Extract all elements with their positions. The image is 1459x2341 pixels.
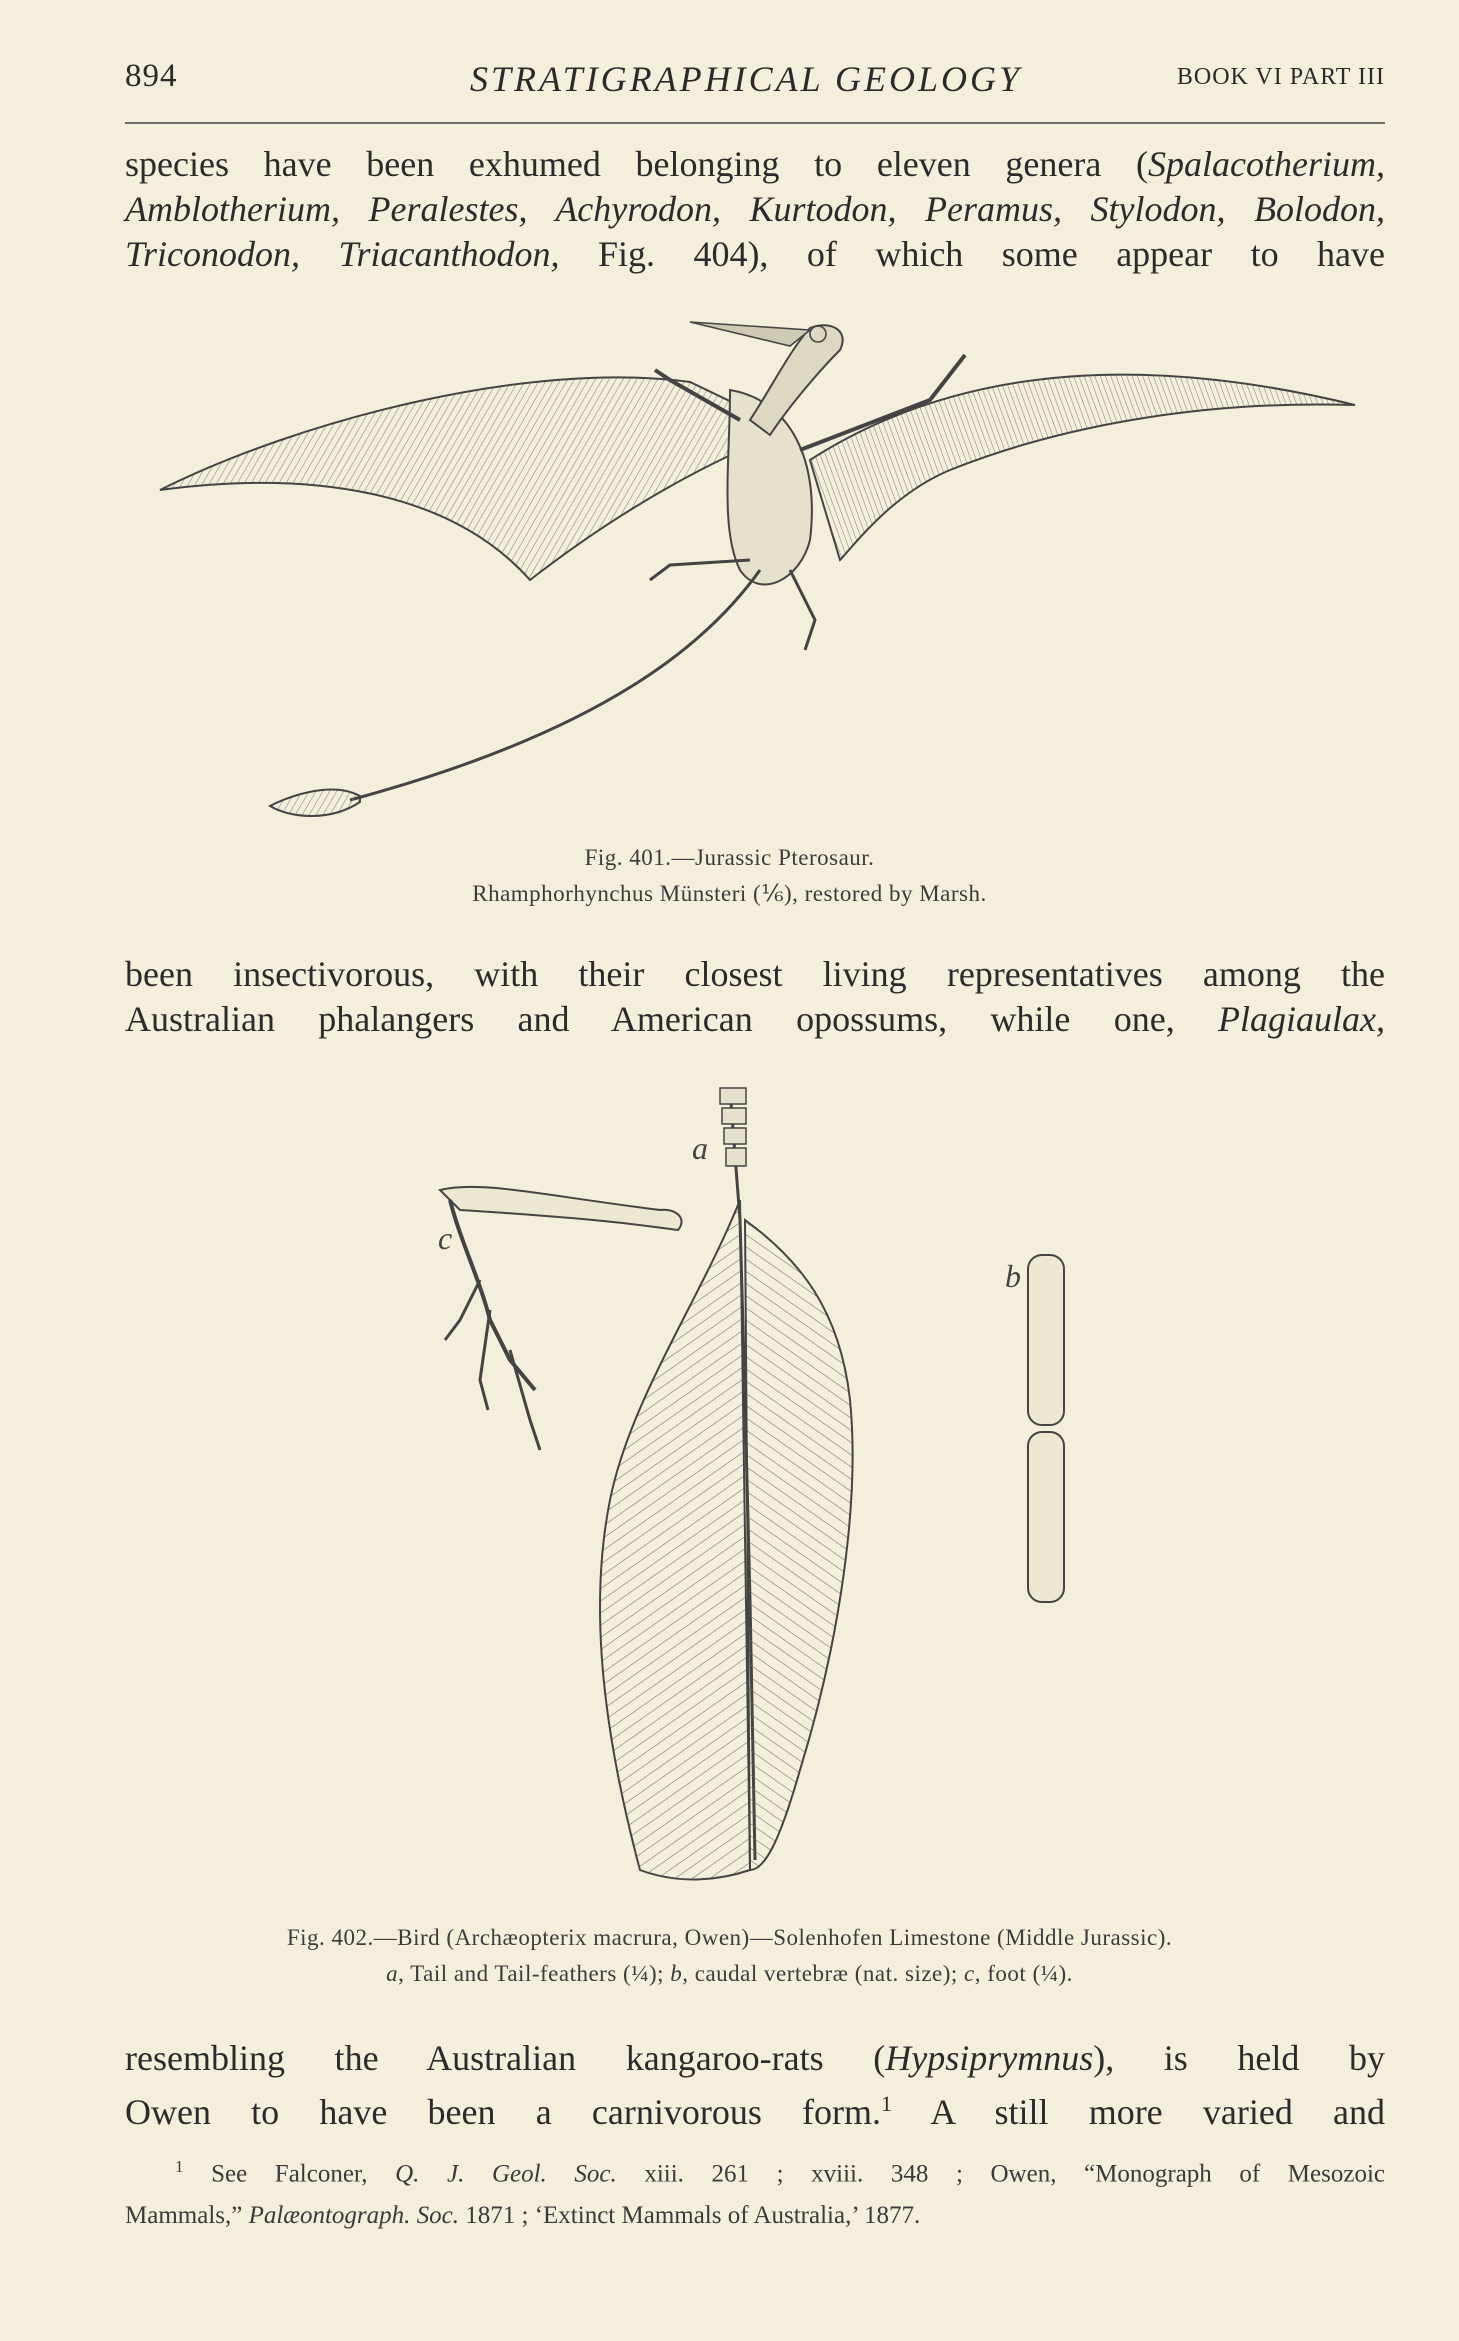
vertebrae-drawing bbox=[1028, 1255, 1064, 1602]
text-run: See Falconer, bbox=[183, 2160, 396, 2188]
figure-402-caption-line-2 bbox=[0, 1956, 1459, 1992]
journal-title: Palæontograph. Soc. bbox=[248, 2202, 460, 2230]
text-run: Fig. 404), of which some appear to have bbox=[559, 234, 1385, 274]
paragraph-2 bbox=[125, 952, 1385, 1042]
genus-name: Plagiaulax, bbox=[1218, 999, 1385, 1039]
text-run: Mammals,” bbox=[125, 2202, 249, 2230]
paragraph-1-line-2 bbox=[125, 187, 1385, 232]
genus-name: Hypsiprymnus bbox=[885, 2038, 1094, 2078]
text-run: ), is held by bbox=[1093, 2038, 1385, 2078]
footnote-line-1 bbox=[125, 2146, 1385, 2195]
paragraph-3-line-2 bbox=[125, 2081, 1385, 2135]
figure-label-b: b bbox=[1005, 1258, 1021, 1294]
text-run: Australian phalangers and American opossums, while one, bbox=[125, 999, 1219, 1039]
paragraph-3 bbox=[125, 2036, 1385, 2135]
text-run: A still more varied and bbox=[892, 2092, 1385, 2132]
genus-list: Amblotherium, Peralestes, Achyrodon, Kurtodon, Peramus, Stylodon, Bolodon, bbox=[125, 189, 1385, 229]
footnote-marker[interactable]: 1 bbox=[881, 2091, 893, 2116]
figure-label-a: a bbox=[692, 1130, 708, 1166]
footnote bbox=[125, 2146, 1385, 2237]
header-rule bbox=[125, 122, 1385, 124]
figure-401-caption bbox=[0, 840, 1459, 912]
pterosaur-engraving bbox=[150, 310, 1370, 830]
paragraph-2-line-1: been insectivorous, with their closest living representatives among the bbox=[125, 954, 1385, 994]
figure-402-caption-line-1: Fig. 402.—Bird (Archæopterix macrura, Owen)—Solenhofen Limestone (Middle Jurassic). bbox=[286, 1925, 1173, 1950]
figure-label-c: c bbox=[438, 1220, 453, 1256]
figure-401-caption-line-2: Rhamphorhynchus Münsteri (⅙), restored by Marsh. bbox=[472, 881, 987, 906]
text-run: resembling the Australian kangaroo-rats ( bbox=[125, 2038, 886, 2078]
figure-401-pterosaur bbox=[150, 310, 1370, 830]
paragraph-2-line-2 bbox=[125, 997, 1385, 1042]
archaeopteryx-engraving bbox=[420, 1080, 1140, 1900]
label-letter: b bbox=[670, 1961, 683, 1986]
figure-402-caption bbox=[0, 1920, 1459, 1992]
running-title: STRATIGRAPHICAL GEOLOGY bbox=[470, 59, 1023, 99]
text-run: , Tail and Tail-feathers (¼); bbox=[398, 1961, 671, 1986]
book-part-label: BOOK VI PART III bbox=[1176, 64, 1385, 90]
genus-name: Triconodon, Triacanthodon, bbox=[125, 234, 560, 274]
footnote-line-2 bbox=[125, 2195, 1385, 2237]
paragraph-1-line-1 bbox=[125, 142, 1385, 187]
figure-402-archaeopteryx bbox=[420, 1080, 1140, 1900]
text-run: 1871 ; ‘Extinct Mammals of Australia,’ 1877. bbox=[459, 2202, 921, 2230]
text-run: , foot (¼). bbox=[974, 1961, 1073, 1986]
genus-name: Spalacotherium, bbox=[1148, 144, 1385, 184]
footnote-number: 1 bbox=[175, 2157, 184, 2176]
journal-title: Q. J. Geol. Soc. bbox=[395, 2160, 617, 2188]
paragraph-1-line-3 bbox=[125, 232, 1385, 277]
label-letter: c bbox=[964, 1961, 975, 1986]
label-letter: a bbox=[386, 1961, 399, 1986]
text-run: Owen to have been a carnivorous form. bbox=[125, 2092, 882, 2132]
paragraph-1 bbox=[125, 142, 1385, 277]
paragraph-3-line-1 bbox=[125, 2036, 1385, 2081]
running-header bbox=[125, 58, 1385, 108]
text-run: species have been exhumed belonging to eleven genera ( bbox=[125, 144, 1149, 184]
page-number: 894 bbox=[125, 58, 178, 94]
text-run: xiii. 261 ; xviii. 348 ; Owen, “Monograph of Mesozoic bbox=[616, 2160, 1386, 2188]
figure-401-caption-line-1: Fig. 401.—Jurassic Pterosaur. bbox=[584, 845, 875, 870]
text-run: , caudal vertebræ (nat. size); bbox=[682, 1961, 965, 1986]
